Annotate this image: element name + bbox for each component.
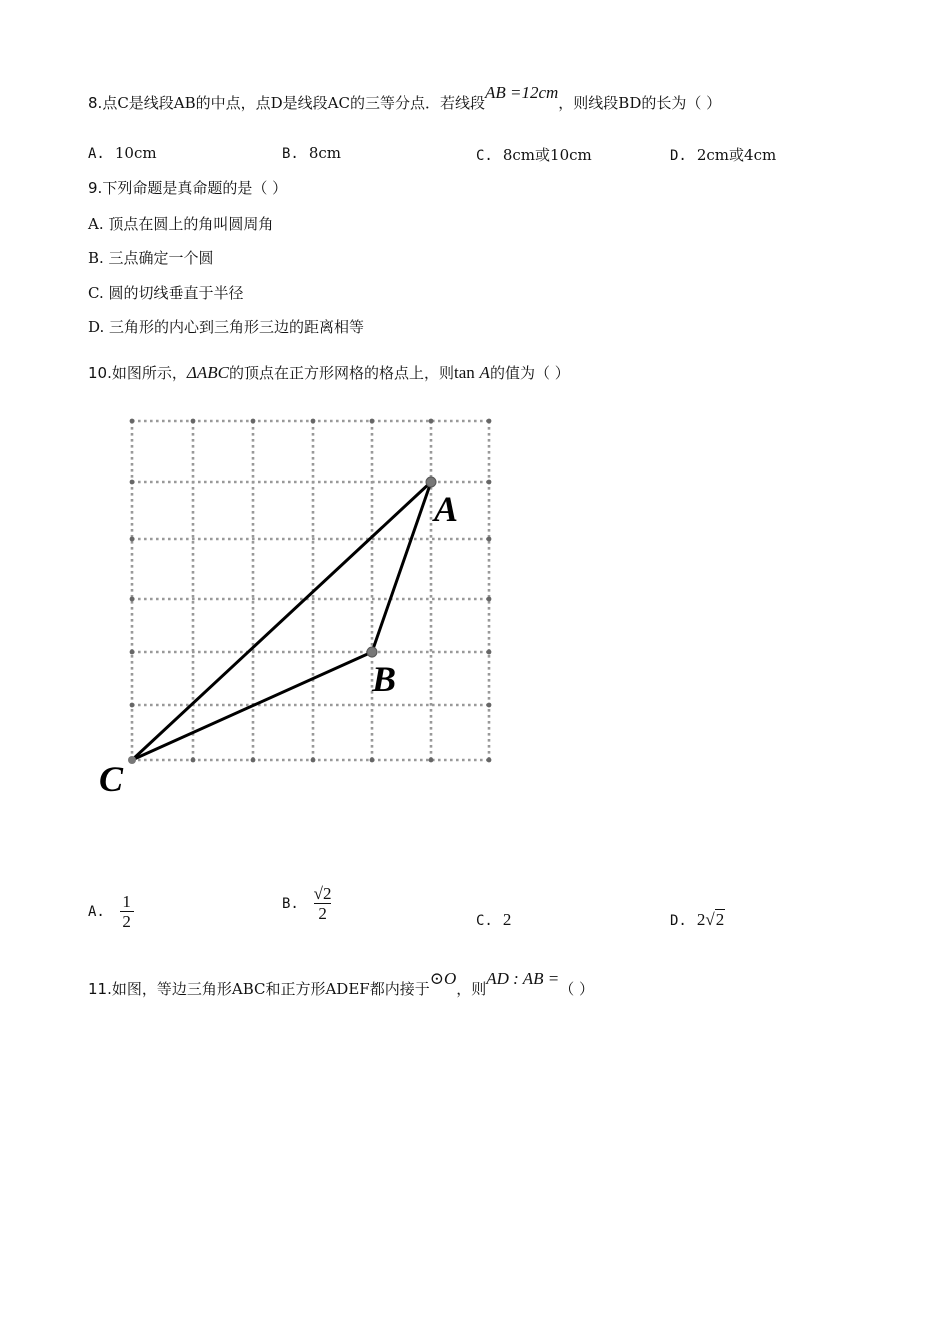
q8-option-c-text: 8cm或10cm [502, 146, 592, 164]
q10-option-d [670, 910, 725, 930]
vertex-c-label: C [99, 759, 124, 799]
q8-stem [88, 83, 722, 113]
q10-grid-lines [132, 421, 489, 760]
q8-option-d [670, 144, 776, 165]
q8-option-b [282, 144, 341, 162]
q9-option-c: C. 圆的切线垂直于半径 [88, 284, 244, 302]
q10-option-d-radicand: 2 [715, 910, 725, 929]
q10-option-c-text: 2 [502, 910, 512, 929]
q10-option-b [282, 884, 331, 923]
sqrt-symbol: √ [705, 910, 715, 929]
q8-text-b: ，则线段BD的长为（ ） [558, 94, 722, 112]
q8-option-a [88, 144, 157, 162]
q10-math-triangle: ΔABC [186, 363, 229, 382]
q10-option-b-fraction [314, 884, 332, 923]
q10-option-b-label: B. [282, 895, 299, 912]
q10-option-a-fraction [120, 892, 134, 931]
q10-text-c: 的值为（ ） [489, 364, 570, 382]
q10-text-b: 的顶点在正方形网格的格点上，则 [228, 364, 454, 382]
q9-option-a: A. 顶点在圆上的角叫圆周角 [88, 215, 274, 233]
q9-option-d: D. 三角形的内心到三角形三边的距离相等 [88, 318, 365, 336]
q10-option-b-denominator: 2 [318, 904, 327, 923]
q8-text-a: 点C是线段AB的中点，点D是线段AC的三等分点．若线段 [102, 94, 485, 112]
q10-math-tan: tan [453, 363, 475, 382]
q8-option-b-text: 8cm [308, 144, 342, 162]
q8-math: AB =12cm [484, 83, 559, 102]
side-bc [132, 652, 372, 760]
q11-text-a: 如图，等边三角形ABC和正方形ADEF都内接于 [111, 980, 430, 998]
q8-option-c [476, 144, 592, 165]
q9-text: 下列命题是真命题的是（ ） [102, 179, 288, 197]
q8-option-d-text: 2cm或4cm [696, 146, 777, 164]
q10-option-a-denominator: 2 [122, 912, 131, 931]
q10-option-a [88, 892, 134, 931]
q10-option-d-coefficient: 2 [696, 910, 706, 929]
vertex-a-label: A [434, 489, 459, 529]
q10-option-d-label: D. [670, 913, 687, 929]
q8-option-b-label: B. [282, 146, 299, 162]
q11-text-c: （ ） [559, 980, 595, 998]
q8-option-d-label: D. [670, 148, 687, 164]
q10-option-d-expr [697, 909, 725, 929]
side-ab [372, 482, 431, 652]
q11-text-b: ，则 [456, 980, 487, 998]
q11-math-ratio: AD : AB = [486, 969, 560, 988]
vertex-a-dot [426, 477, 436, 487]
q10-math-angle: A [479, 363, 490, 382]
q10-option-c [476, 910, 511, 930]
q9-option-b: B. 三点确定一个圆 [88, 249, 214, 267]
q10-option-a-numerator: 1 [122, 892, 131, 911]
q11-math-circle: ⊙O [429, 969, 457, 988]
vertex-b-dot [367, 647, 377, 657]
q11-number: 11. [88, 980, 112, 998]
q10-text-a: 如图所示， [111, 364, 187, 382]
vertex-b-label: B [372, 659, 397, 699]
q10-option-a-label: A. [88, 903, 105, 920]
q8-option-a-label: A. [88, 146, 105, 162]
q10-stem [88, 362, 570, 383]
q10-number: 10. [88, 364, 112, 382]
side-ca [132, 482, 431, 760]
q11-stem [88, 969, 595, 999]
q10-option-c-label: C. [476, 913, 493, 929]
q10-grid-nodes [130, 419, 492, 763]
q8-option-c-label: C. [476, 148, 493, 164]
q8-option-a-text: 10cm [114, 144, 157, 162]
q9-stem [88, 177, 287, 198]
q9-number: 9. [88, 179, 103, 197]
q10-option-b-numerator: √2 [313, 884, 332, 903]
triangle-abc [132, 482, 431, 760]
q8-number: 8. [88, 94, 103, 112]
vertex-c-dot [128, 756, 136, 764]
